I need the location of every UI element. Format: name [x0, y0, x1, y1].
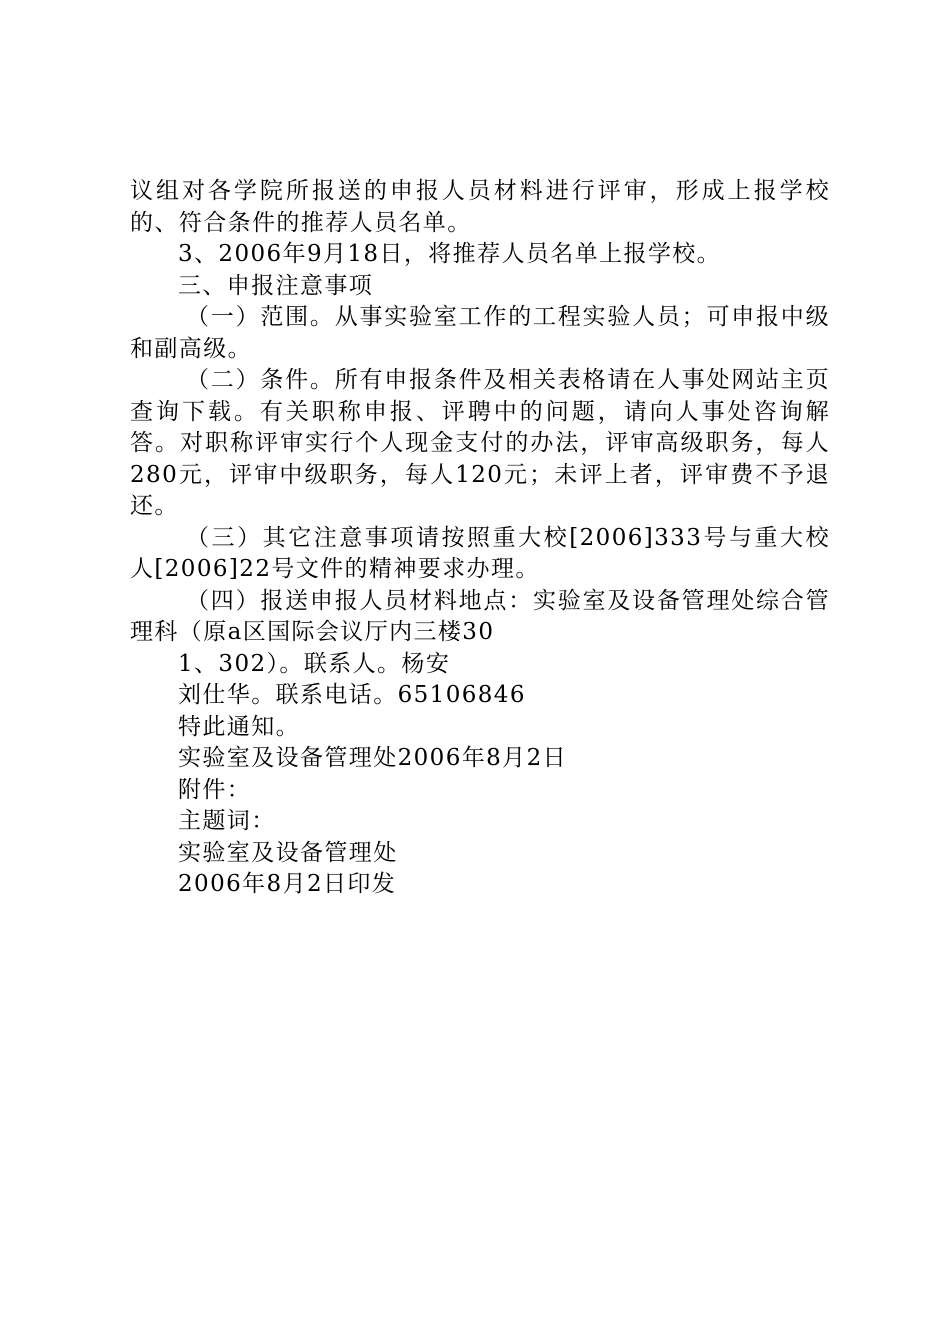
paragraph-keywords: 主题词： — [178, 808, 276, 834]
paragraph-other-notes: （三）其它注意事项请按照重大校[2006]333号与重大校人[2006]22号文件的精神要求办理。 — [130, 524, 830, 582]
paragraph-issuer-date: 实验室及设备管理处2006年8月2日 — [178, 745, 567, 771]
paragraph-conditions: （二）条件。所有申报条件及相关表格请在人事处网站主页查询下载。有关职称申报、评聘中的问题，请向人事处咨询解答。对职称评审实行个人现金支付的办法，评审高级职务，每人280元，评审中级职务，每人120元；未评上者，评审费不予退还。 — [130, 367, 830, 519]
paragraph-room-contact: 1、302）。联系人。杨安 — [178, 650, 451, 677]
document-body — [130, 176, 830, 901]
paragraph-review-panel: 议组对各学院所报送的申报人员材料进行评审，形成上报学校的、符合条件的推荐人员名单。 — [130, 178, 830, 236]
paragraph-scope: （一）范围。从事实验室工作的工程实验人员；可申报中级和副高级。 — [130, 304, 830, 362]
paragraph-submit-date: 3、2006年9月18日，将推荐人员名单上报学校。 — [178, 241, 722, 267]
paragraph-attachment: 附件： — [178, 776, 252, 803]
paragraph-print-date: 2006年8月2日印发 — [178, 871, 397, 897]
paragraph-submission-location: （四）报送申报人员材料地点：实验室及设备管理处综合管理科（原a区国际会议厅内三楼30 — [130, 587, 830, 645]
paragraph-notice-closing: 特此通知。 — [178, 713, 300, 740]
paragraph-contact-phone: 刘仕华。联系电话。65106846 — [178, 682, 526, 708]
paragraph-issuer: 实验室及设备管理处 — [178, 839, 398, 866]
section-heading-notes: 三、申报注意事项 — [178, 272, 374, 299]
